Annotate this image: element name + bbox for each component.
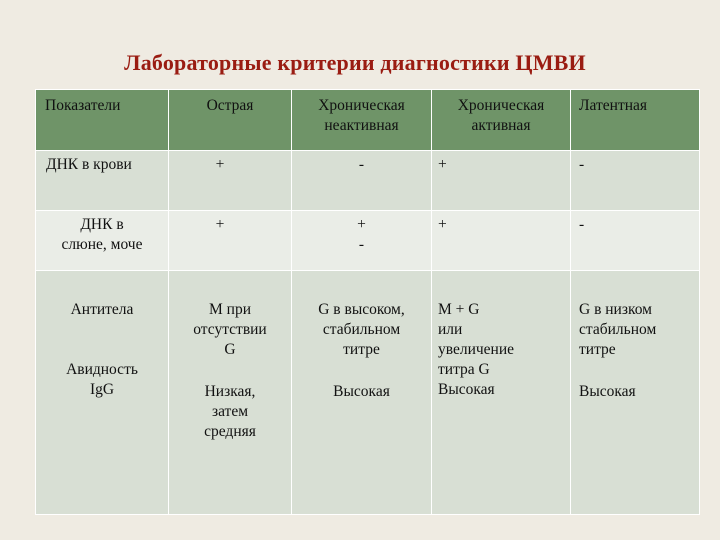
table-row-dna-saliva: [36, 211, 700, 271]
header-row: [36, 90, 700, 151]
cell-chronic-active: М + G или увеличение титра G Высокая: [432, 271, 571, 515]
header-chronic-inactive: Хроническая неактивная: [292, 90, 432, 151]
slide-title: Лабораторные критерии диагностики ЦМВИ: [124, 50, 586, 75]
cell-chronic-inactive: -: [292, 151, 432, 211]
cell-chronic-active: +: [432, 151, 571, 211]
cell-acute: +: [169, 151, 292, 211]
cell-latent: -: [571, 211, 700, 271]
cell-indicator: Антитела Авидность IgG: [36, 271, 169, 515]
cell-chronic-inactive: G в высоком, стабильном титре Высокая: [292, 271, 432, 515]
header-indicators: Показатели: [36, 90, 169, 151]
header-acute: Острая: [169, 90, 292, 151]
cell-acute: +: [169, 211, 292, 271]
header-latent: Латентная: [571, 90, 700, 151]
header-chronic-active: Хроническая активная: [432, 90, 571, 151]
cell-latent: G в низком стабильном титре Высокая: [571, 271, 700, 515]
cell-latent: -: [571, 151, 700, 211]
criteria-table: [35, 89, 700, 515]
cell-indicator: ДНК в крови: [36, 151, 169, 211]
table-row-dna-blood: [36, 151, 700, 211]
cell-chronic-inactive: + -: [292, 211, 432, 271]
cell-acute: М при отсутствии G Низкая, затем средняя: [169, 271, 292, 515]
table-row-antibodies: [36, 271, 700, 515]
cell-chronic-active: +: [432, 211, 571, 271]
cell-indicator: ДНК в слюне, моче: [36, 211, 169, 271]
